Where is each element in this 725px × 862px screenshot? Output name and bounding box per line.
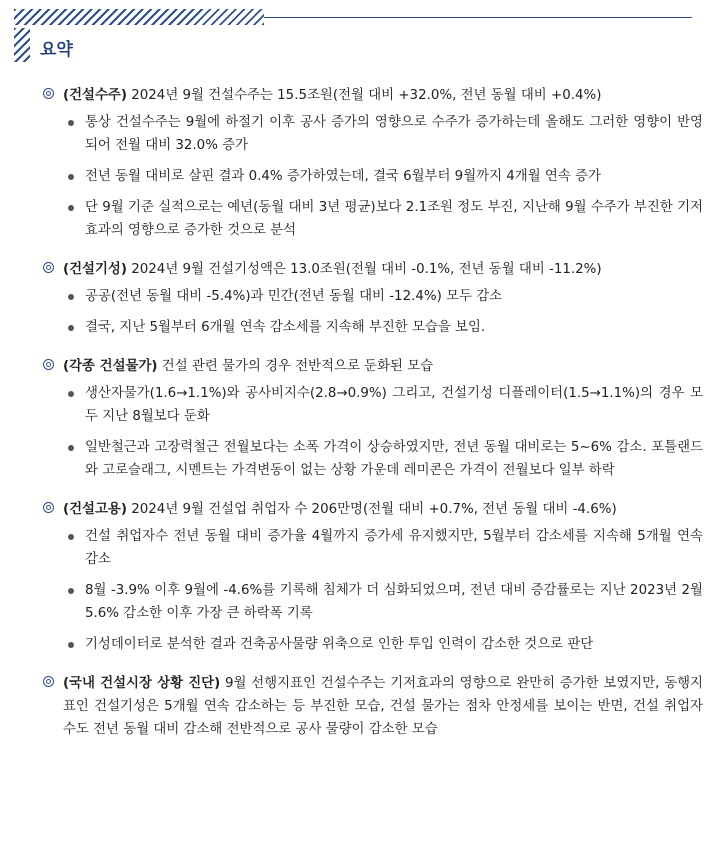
double-circle-bullet-icon (43, 676, 54, 687)
block-lead: 2024년 9월 건설기성액은 13.0조원(전월 대비 -0.1%, 전년 동월 대비 -11.2%) (131, 262, 602, 277)
list-item (63, 165, 703, 188)
list-item-text: 일반철근과 고장력철근 전월보다는 소폭 가격이 상승하였지만, 전년 동월 대비로는 5~6% 감소. 포틀랜드와 고로슬래그, 시멘트는 가격변동이 없는 상황 가운데 레미콘은 가격이 전월보다 일부 하락 (85, 440, 703, 478)
list-item (63, 525, 703, 571)
list-item (63, 436, 703, 482)
list-item (63, 382, 703, 428)
bullet-dot-icon (68, 325, 74, 331)
list-item (63, 579, 703, 625)
bullet-dot-icon (68, 120, 74, 126)
bullet-list (63, 285, 703, 339)
block-title: (국내 건설시장 상황 진단) (63, 676, 221, 691)
bullet-list (63, 525, 703, 656)
header-rule (264, 17, 692, 18)
block-lead: 건설 관련 물가의 경우 전반적으로 둔화된 모습 (161, 359, 434, 374)
bullet-dot-icon (68, 205, 74, 211)
list-item (63, 196, 703, 242)
list-item-text: 기성데이터로 분석한 결과 건축공사물량 위축으로 인한 투입 인력이 감소한 것으로 판단 (85, 637, 594, 652)
block-title: (건설고용) (63, 502, 127, 517)
summary-block-orders (43, 84, 703, 242)
list-item (63, 633, 703, 656)
bullet-list (63, 111, 703, 242)
double-circle-bullet-icon (43, 88, 54, 99)
bullet-list (63, 382, 703, 482)
list-item (63, 111, 703, 157)
bullet-dot-icon (68, 294, 74, 300)
double-circle-bullet-icon (43, 359, 54, 370)
list-item (63, 285, 703, 308)
list-item-text: 결국, 지난 5월부터 6개월 연속 감소세를 지속해 부진한 모습을 보임. (85, 320, 486, 335)
summary-content (43, 84, 703, 741)
side-hatch-decoration (14, 28, 30, 62)
list-item-text: 통상 건설수주는 9월에 하절기 이후 공사 증가의 영향으로 수주가 증가하는데 올해도 그러한 영향이 반영되어 전월 대비 32.0% 증가 (85, 115, 703, 153)
bullet-dot-icon (68, 391, 74, 397)
summary-block-output (43, 258, 703, 339)
section-title: 요약 (40, 40, 73, 60)
block-lead: 9월 선행지표인 건설수주는 기저효과의 영향으로 완만히 증가한 보였지만, 동행지표인 건설기성은 5개월 연속 감소하는 등 부진한 모습, 건설 물가는 점차 안정세를 보이는 반면, 건설 취업자 수도 전년 동월 대비 감소해 전반적으로 공사 물량이 감소한 모습 (63, 676, 703, 737)
list-item-text: 전년 동월 대비로 살핀 결과 0.4% 증가하였는데, 결국 6월부터 9월까지 4개월 연속 증가 (85, 169, 601, 184)
bullet-dot-icon (68, 174, 74, 180)
list-item-text: 공공(전년 동월 대비 -5.4%)과 민간(전년 동월 대비 -12.4%) 모두 감소 (85, 289, 503, 304)
list-item-text: 생산자물가(1.6→1.1%)와 공사비지수(2.8→0.9%) 그리고, 건설기성 디플레이터(1.5→1.1%)의 경우 모두 지난 8월보다 둔화 (85, 386, 703, 424)
bullet-dot-icon (68, 534, 74, 540)
block-lead: 2024년 9월 건설수주는 15.5조원(전월 대비 +32.0%, 전년 동월 대비 +0.4%) (131, 88, 602, 103)
block-title: (각종 건설물가) (63, 359, 158, 374)
list-item-text: 단 9월 기준 실적으로는 예년(동월 대비 3년 평균)보다 2.1조원 정도 부진, 지난해 9월 수주가 부진한 기저효과의 영향으로 증가한 것으로 분석 (85, 200, 703, 238)
block-title: (건설기성) (63, 262, 127, 277)
list-item (63, 316, 703, 339)
summary-block-employment (43, 498, 703, 656)
summary-block-diagnosis (43, 672, 703, 741)
summary-block-prices (43, 355, 703, 482)
double-circle-bullet-icon (43, 262, 54, 273)
block-lead: 2024년 9월 건설업 취업자 수 206만명(전월 대비 +0.7%, 전년 동월 대비 -4.6%) (131, 502, 617, 517)
list-item-text: 8월 -3.9% 이후 9월에 -4.6%를 기록해 침체가 더 심화되었으며, 전년 대비 증감률로는 지난 2023년 2월 5.6% 감소한 이후 가장 큰 하락폭 기록 (85, 583, 703, 621)
bullet-dot-icon (68, 642, 74, 648)
double-circle-bullet-icon (43, 502, 54, 513)
list-item-text: 건설 취업자수 전년 동월 대비 증가율 4월까지 증가세 유지했지만, 5월부터 감소세를 지속해 5개월 연속 감소 (85, 529, 703, 567)
bullet-dot-icon (68, 588, 74, 594)
header-hatch-decoration (14, 9, 264, 25)
block-title: (건설수주) (63, 88, 127, 103)
bullet-dot-icon (68, 445, 74, 451)
